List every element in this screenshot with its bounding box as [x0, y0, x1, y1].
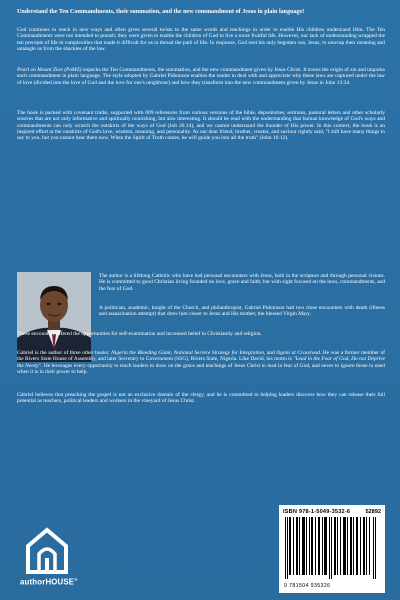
- barcode-icon: [285, 517, 379, 579]
- publisher-name: [20, 577, 77, 587]
- cover-heading: Understand the Ten Commandments, their summation, and the new commandment of Jesus in plain language!: [17, 9, 305, 15]
- bio-paragraph-2: A politician, academic, knight of the Church, and philanthropist, Gabriel Pidomson had two close encounters with death (illness and assassination attempt) that drew him closer to Jesus and His mother, the blessed Virgin Mary.: [99, 305, 385, 318]
- paragraph-other-books: [17, 350, 385, 375]
- paragraph-pomz-text: unpacks the Ten Commandments, the summation, and the new commandment given by Jesus Christ. It traces the origin of sin and unpacks each commandment in plain language. The style adopted by Gabriel Pidomson enables the reader to deal with and appreciate why these laws are captured under the law of love (divided into the love of God and the love for one's neighbour) and how they transform into the new commandment given by Jesus in John 13:34.: [17, 67, 385, 86]
- and-text: and: [265, 350, 277, 356]
- leadership-text: He leverages every opportunity to teach leaders to draw on the grace and teachings of Jesus Christ to lead in fear of God, and never to ignore those in need when it is in their power to help.: [17, 362, 385, 375]
- book-titles-1: Nigeria the Bleeding Giant, National Service Strategy for Integration,: [111, 350, 266, 356]
- paragraph-pomz: [17, 67, 385, 86]
- paragraph-content: The book is packed with covenant truths, supported with 809 references from various versions of the bible, depositories, sermons, pastoral letters and other scholarly sources that are not only informative and spiritually nourishing, but also interesting. It should be read with the understanding that human knowledge of God's ways and commandments can only scratch the outskirts of the ways of God (Job 26:14), and we cannot understand the thunder of His power. In this context, the book is an inspired effort at the outskirts of God's love, wisdom, meaning, and personality. As our dear friend, brother, creator, and saviour rightly said, "I still have many things to say to you, but you cannot bear them now. When the Spirit of Truth comes, he will guide you into all the truth" (John 16:12).: [17, 110, 385, 142]
- bio-paragraph-1: The author is a lifelong Catholic who have had personal encounters with Jesus, both in the scripture and through personal visions. He is committed to good Christian living founded on love, grace and faith; but with sight focused on the laws, commandments, and the fear of God.: [99, 273, 385, 292]
- author-portrait: [17, 272, 91, 362]
- isbn-label: ISBN 978-1-5049-3532-6: [283, 509, 351, 515]
- registered-mark: ®: [74, 577, 78, 582]
- paragraph-intro: God continues to reach in new ways and often gives several twists to the same words and teachings in order to enable His children understand Him. The Ten Commandments were not intended to punish; they were given to enable the children of God to live a more fruitful life. However, our lack of understanding wrapped the ten precepts of life in complexities that made it difficult for us to thread the path of life. In response, God sent his only begotten son, Jesus, to unwrap their meaning and untangle us from the shackles of the law.: [17, 27, 385, 52]
- bio-paragraph-2-continued: These encounters offered the opportunities for self-examination and increased belief in Christianity and religion.: [17, 331, 262, 337]
- other-books-intro: Gabriel is the author of three other books:: [17, 350, 112, 356]
- career-text: He was a former member of the Rivers State House of Assembly, and later Secretary to Government (SSG), Rivers State, Nigeria. Like David, his motto is: [17, 350, 385, 363]
- publisher-label: authorHOUSE: [20, 577, 75, 587]
- book-title-2: Ogoni at Crossroad.: [276, 350, 322, 356]
- paragraph-closing: Gabriel believes that preaching the gospel is not an exclusive domain of the clergy, and he is committed to helping leaders discover how they can release their full potential as teachers, political leaders and workers in the vineyard of Jesus Christ.: [17, 392, 385, 405]
- price-code: 52892: [365, 509, 381, 515]
- barcode-block: [279, 505, 385, 593]
- book-title: Pearl on Mount Zion (PoMZ): [17, 67, 82, 73]
- motto: "Lead in the Fear of God, Do not Deprive the Needy".: [17, 356, 385, 369]
- ean-digits: 9 781504 935326: [284, 583, 331, 589]
